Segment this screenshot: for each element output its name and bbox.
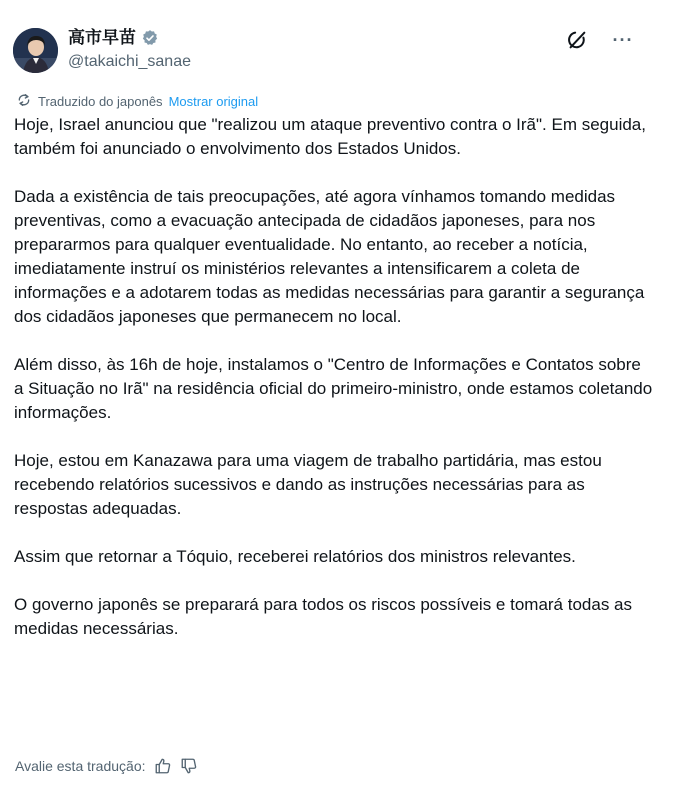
handle[interactable]: @takaichi_sanae	[68, 53, 191, 70]
top-actions	[565, 28, 635, 52]
display-name[interactable]: 高市早苗	[68, 28, 136, 47]
translation-note: Traduzido do japonês	[38, 94, 163, 109]
thumbs-down-icon[interactable]	[180, 757, 198, 775]
avatar-image	[13, 28, 58, 73]
translation-row	[16, 92, 258, 111]
thumbs-up-icon[interactable]	[154, 757, 172, 775]
more-icon[interactable]: ···	[612, 30, 634, 50]
tweet-paragraph: O governo japonês se preparará para todos os riscos possíveis e tomará todas as medidas necessárias.	[14, 595, 633, 638]
tweet-paragraph: Hoje, estou em Kanazawa para uma viagem de trabalho partidária, mas estou recebendo relatórios sucessivos e dando as instruções necessárias para as respostas adequadas.	[14, 451, 602, 518]
verified-badge-icon[interactable]	[141, 29, 159, 47]
tweet-paragraph: Assim que retornar a Tóquio, receberei relatórios dos ministros relevantes.	[14, 547, 576, 566]
avatar[interactable]	[13, 28, 58, 73]
tweet-paragraph: Hoje, Israel anunciou que "realizou um ataque preventivo contra o Irã". Em seguida, também foi anunciado o envolvimento dos Estados Unidos.	[14, 115, 646, 158]
rate-translation-row	[15, 757, 198, 775]
tweet-paragraph: Dada a existência de tais preocupações, até agora vínhamos tomando medidas preventivas, como a evacuação antecipada de cidadãos japoneses, para nos prepararmos para qualquer eventualidade. No entanto, ao receber a notícia, imediatamente instruí os ministérios relevantes a intensificarem a coleta de informações e a adotarem todas as medidas necessárias para garantir a segurança dos cidadãos japoneses que permanecem no local.	[14, 187, 645, 326]
author-names	[68, 27, 191, 72]
display-name-row	[68, 27, 191, 49]
rate-label: Avalie esta tradução:	[15, 758, 146, 774]
tweet-paragraph: Além disso, às 16h de hoje, instalamos o "Centro de Informações e Contatos sobre a Situação no Irã" na residência oficial do primeiro-ministro, onde estamos coletando informações.	[14, 355, 653, 422]
grok-icon[interactable]	[565, 28, 589, 52]
tweet-text	[14, 113, 654, 641]
show-original-link[interactable]: Mostrar original	[168, 94, 259, 109]
translate-icon	[16, 92, 32, 111]
